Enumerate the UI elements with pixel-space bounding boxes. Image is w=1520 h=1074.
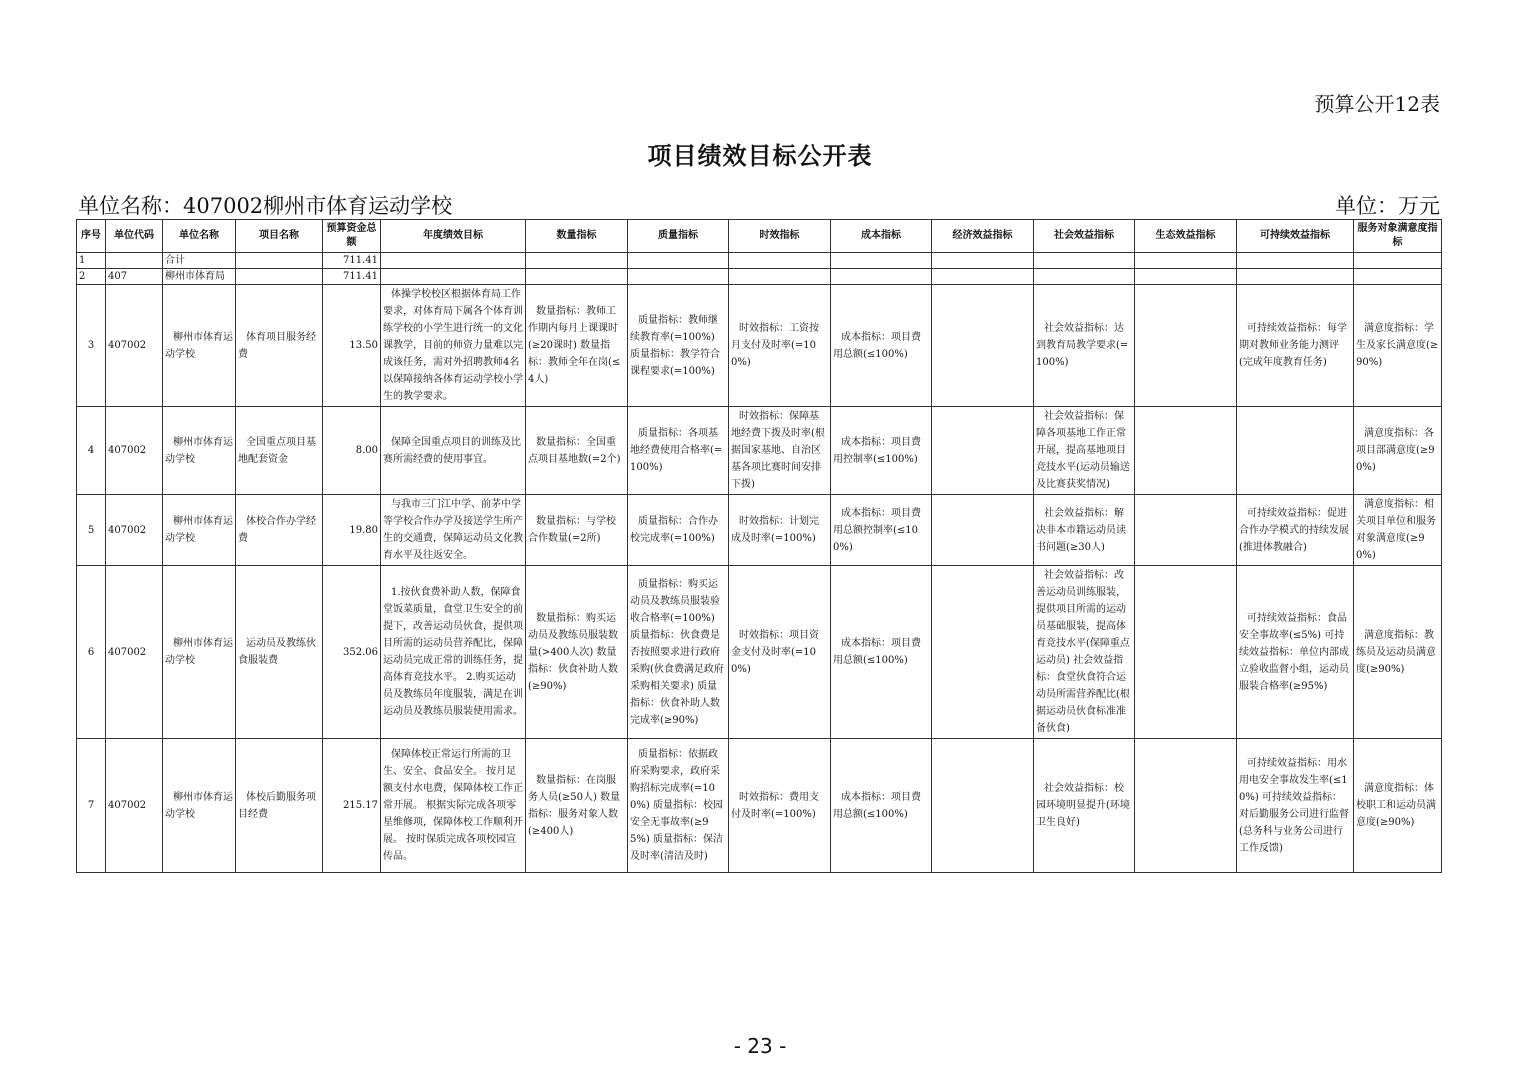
cell-ecological — [1135, 566, 1237, 739]
table-row — [77, 566, 1442, 739]
cell-ecological — [1135, 407, 1237, 495]
cell-sustainable — [1237, 407, 1354, 495]
table-row — [77, 407, 1442, 495]
cell-project: 体育项目服务经费 — [236, 285, 323, 407]
cell-seq: 6 — [77, 566, 106, 739]
performance-table — [76, 219, 1442, 873]
cell-quality: 质量指标：依据政府采购要求，政府采购招标完成率(=100%) 质量指标：校园安全无事故率(≥95%) 质量指标：保洁及时率(清洁及时) — [628, 739, 729, 873]
cell-timeliness: 时效指标：工资按月支付及时率(=100%) — [729, 285, 831, 407]
cell-amount: 711.41 — [323, 269, 381, 285]
cell-seq: 2 — [77, 269, 106, 285]
unit-label: 单位：万元 — [1335, 194, 1440, 218]
table-row — [77, 739, 1442, 873]
cell-satisfaction: 满意度指标：学生及家长满意度(≥90%) — [1354, 285, 1442, 407]
cell-quality — [628, 269, 729, 285]
cell-quality: 质量指标：合作办校完成率(=100%) — [628, 495, 729, 566]
cell-amount: 215.17 — [323, 739, 381, 873]
cell-code: 407 — [106, 269, 163, 285]
cell-cost: 成本指标：项目费用总额(≤100%) — [831, 739, 932, 873]
cell-cost: 成本指标：项目费用控制率(≤100%) — [831, 407, 932, 495]
column-header: 单位代码 — [106, 220, 163, 253]
cell-timeliness: 时效指标：保障基地经费下拨及时率(根据国家基地、自治区基各项比赛时间安排下拨) — [729, 407, 831, 495]
cell-sustainable: 可持续效益指标：用水用电安全事故发生率(≤10%) 可持续效益指标：对后勤服务公司进行监督(总务科与业务公司进行工作反馈) — [1237, 739, 1354, 873]
cell-code: 407002 — [106, 285, 163, 407]
cell-cost: 成本指标：项目费用总额(≤100%) — [831, 285, 932, 407]
cell-quality: 质量指标：教师继续教育率(=100%) 质量指标：教学符合课程要求(=100%) — [628, 285, 729, 407]
cell-economic — [932, 269, 1034, 285]
cell-economic — [932, 285, 1034, 407]
cell-quantity: 数量指标：购买运动员及教练员服装数量(>400人次) 数量指标：伙食补助人数(≥90%) — [526, 566, 628, 739]
cell-timeliness — [729, 253, 831, 269]
column-header: 成本指标 — [831, 220, 932, 253]
column-header: 时效指标 — [729, 220, 831, 253]
column-header: 单位名称 — [163, 220, 236, 253]
cell-sustainable: 可持续效益指标：食品安全事故率(≤5%) 可持续效益指标：单位内部成立验收监督小组，运动员服装合格率(≥95%) — [1237, 566, 1354, 739]
page-number: - 23 - — [733, 1034, 787, 1058]
cell-quality: 质量指标：各项基地经费使用合格率(=100%) — [628, 407, 729, 495]
cell-satisfaction — [1354, 253, 1442, 269]
cell-amount: 13.50 — [323, 285, 381, 407]
cell-timeliness: 时效指标：项目资金支付及时率(=100%) — [729, 566, 831, 739]
cell-satisfaction: 满意度指标：体校职工和运动员满意度(≥90%) — [1354, 739, 1442, 873]
column-header: 生态效益指标 — [1135, 220, 1237, 253]
column-header: 年度绩效目标 — [381, 220, 526, 253]
cell-project: 运动员及教练伙食服装费 — [236, 566, 323, 739]
cell-goal: 保障体校正常运行所需的卫生、安全、食品安全。 按月足额支付水电费，保障体校工作正常开展。 根据实际完成各项零星维修项，保障体校工作顺利开展。 按时保质完成各项校园宣传品。 — [381, 739, 526, 873]
table-row — [77, 285, 1442, 407]
cell-amount: 19.80 — [323, 495, 381, 566]
cell-quantity: 数量指标：与学校合作数量(=2所) — [526, 495, 628, 566]
cell-project — [236, 253, 323, 269]
column-header: 经济效益指标 — [932, 220, 1034, 253]
cell-goal: 保障全国重点项目的训练及比赛所需经费的使用事宜。 — [381, 407, 526, 495]
cell-social — [1034, 269, 1135, 285]
column-header: 质量指标 — [628, 220, 729, 253]
cell-ecological — [1135, 253, 1237, 269]
cell-quantity — [526, 253, 628, 269]
cell-cost — [831, 253, 932, 269]
unit-name: 单位名称：407002柳州市体育运动学校 — [78, 194, 453, 218]
cell-ecological — [1135, 285, 1237, 407]
cell-quality: 质量指标：购买运动员及教练员服装验收合格率(=100%) 质量指标：伙食费是否按照要求进行政府采购(伙食费满足政府采购相关要求) 质量指标：伙食补助人数完成率(≥90%) — [628, 566, 729, 739]
cell-seq: 7 — [77, 739, 106, 873]
cell-code: 407002 — [106, 407, 163, 495]
cell-quantity: 数量指标：全国重点项目基地数(=2个) — [526, 407, 628, 495]
cell-unit: 柳州市体育运动学校 — [163, 407, 236, 495]
cell-cost: 成本指标：项目费用总额控制率(≤100%) — [831, 495, 932, 566]
cell-quantity: 数量指标：在岗服务人员(≥50人) 数量指标：服务对象人数(≥400人) — [526, 739, 628, 873]
page-title: 项目绩效目标公开表 — [647, 142, 873, 170]
cell-ecological — [1135, 739, 1237, 873]
cell-project: 体校合作办学经费 — [236, 495, 323, 566]
cell-economic — [932, 407, 1034, 495]
cell-sustainable: 可持续效益指标：促进合作办学模式的持续发展(推进体教融合) — [1237, 495, 1354, 566]
cell-goal: 体操学校校区根据体育局工作要求，对体育局下属各个体育训练学校的小学生进行统一的文化课教学，目前的师资力量难以完成该任务，需对外招聘教师4名以保障接纳各体育运动学校小学生的教学要求。 — [381, 285, 526, 407]
cell-social: 社会效益指标：达到教育局教学要求(=100%) — [1034, 285, 1135, 407]
column-header: 预算资金总额 — [323, 220, 381, 253]
column-header: 社会效益指标 — [1034, 220, 1135, 253]
column-header: 序号 — [77, 220, 106, 253]
cell-economic — [932, 495, 1034, 566]
cell-social — [1034, 253, 1135, 269]
cell-cost: 成本指标：项目费用总额(≤100%) — [831, 566, 932, 739]
cell-amount: 352.06 — [323, 566, 381, 739]
cell-satisfaction: 满意度指标：各项目部满意度(≥90%) — [1354, 407, 1442, 495]
cell-satisfaction — [1354, 269, 1442, 285]
cell-timeliness — [729, 269, 831, 285]
cell-amount: 8.00 — [323, 407, 381, 495]
cell-goal: 与我市三门江中学、前茅中学等学校合作办学及接送学生所产生的交通费，保障运动员文化教育水平及往返安全。 — [381, 495, 526, 566]
cell-economic — [932, 566, 1034, 739]
column-header: 可持续效益指标 — [1237, 220, 1354, 253]
cell-unit: 柳州市体育运动学校 — [163, 495, 236, 566]
cell-code: 407002 — [106, 495, 163, 566]
cell-social: 社会效益指标：改善运动员训练服装，提供项目所需的运动员基础服装，提高体育竞技水平(保障重点运动员) 社会效益指标：食堂伙食符合运动员所需营养配比(根据运动员伙食标准准备伙食) — [1034, 566, 1135, 739]
cell-timeliness: 时效指标：计划完成及时率(=100%) — [729, 495, 831, 566]
cell-quantity: 数量指标：教师工作期内每月上课课时(≥20课时) 数量指标：教师全年在岗(≤4人) — [526, 285, 628, 407]
cell-satisfaction: 满意度指标：教练员及运动员满意度(≥90%) — [1354, 566, 1442, 739]
cell-code: 407002 — [106, 739, 163, 873]
table-row — [77, 269, 1442, 285]
cell-project — [236, 269, 323, 285]
column-header: 项目名称 — [236, 220, 323, 253]
cell-code — [106, 253, 163, 269]
cell-seq: 1 — [77, 253, 106, 269]
cell-goal — [381, 253, 526, 269]
column-header: 数量指标 — [526, 220, 628, 253]
cell-sustainable — [1237, 253, 1354, 269]
cell-sustainable — [1237, 269, 1354, 285]
cell-unit: 柳州市体育运动学校 — [163, 739, 236, 873]
cell-quality — [628, 253, 729, 269]
cell-code: 407002 — [106, 566, 163, 739]
cell-cost — [831, 269, 932, 285]
cell-sustainable: 可持续效益指标：每学期对教师业务能力测评(完成年度教育任务) — [1237, 285, 1354, 407]
table-number: 预算公开12表 — [1314, 92, 1440, 116]
cell-goal: 1.按伙食费补助人数，保障食堂饭菜质量，食堂卫生安全的前提下，改善运动员伙食，提供项目所需的运动员营养配比，保障运动员完成正常的训练任务，提高体育竞技水平。 2.购买运动员及教练员年度服装，满足在训运动员及教练员服装使用需求。 — [381, 566, 526, 739]
cell-social: 社会效益指标：保障各项基地工作正常开展，提高基地项目竞技水平(运动员输送及比赛获奖情况) — [1034, 407, 1135, 495]
cell-amount: 711.41 — [323, 253, 381, 269]
table-row — [77, 495, 1442, 566]
cell-seq: 4 — [77, 407, 106, 495]
cell-seq: 3 — [77, 285, 106, 407]
cell-economic — [932, 253, 1034, 269]
cell-project: 体校后勤服务项目经费 — [236, 739, 323, 873]
cell-ecological — [1135, 269, 1237, 285]
cell-economic — [932, 739, 1034, 873]
table-header-row — [77, 220, 1442, 253]
cell-ecological — [1135, 495, 1237, 566]
cell-quantity — [526, 269, 628, 285]
cell-project: 全国重点项目基地配套资金 — [236, 407, 323, 495]
cell-unit: 柳州市体育运动学校 — [163, 566, 236, 739]
cell-social: 社会效益指标：解决非本市籍运动员读书问题(≥30人) — [1034, 495, 1135, 566]
cell-timeliness: 时效指标：费用支付及时率(=100%) — [729, 739, 831, 873]
cell-seq: 5 — [77, 495, 106, 566]
cell-goal — [381, 269, 526, 285]
table-row — [77, 253, 1442, 269]
cell-unit: 柳州市体育运动学校 — [163, 285, 236, 407]
cell-unit: 柳州市体育局 — [163, 269, 236, 285]
cell-unit: 合计 — [163, 253, 236, 269]
cell-satisfaction: 满意度指标：相关项目单位和服务对象满意度(≥90%) — [1354, 495, 1442, 566]
column-header: 服务对象满意度指标 — [1354, 220, 1442, 253]
cell-social: 社会效益指标：校园环境明显提升(环境卫生良好) — [1034, 739, 1135, 873]
